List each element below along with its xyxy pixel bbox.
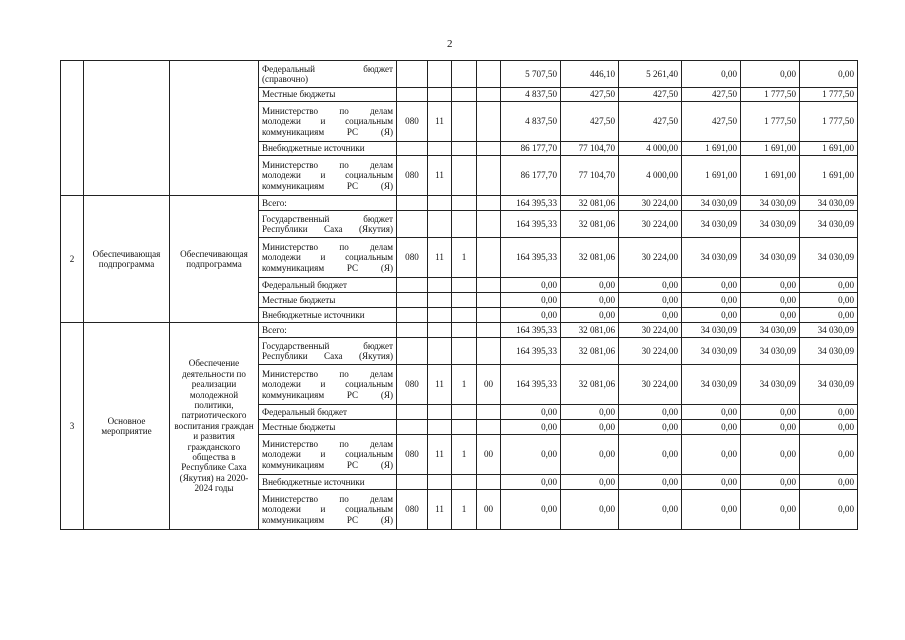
grbs-code-cell: 080	[397, 156, 428, 196]
program-code-cell	[452, 308, 477, 323]
section-code-cell	[428, 61, 452, 88]
year-amount-cell: 4 000,00	[619, 142, 682, 156]
total-amount-cell: 0,00	[501, 475, 561, 490]
year-amount-cell: 0,00	[682, 293, 741, 308]
target-code-cell	[477, 142, 501, 156]
target-code-cell	[477, 156, 501, 196]
year-amount-cell: 0,00	[561, 475, 619, 490]
year-amount-cell: 0,00	[800, 278, 858, 293]
year-amount-cell: 0,00	[561, 308, 619, 323]
section-code-cell	[428, 420, 452, 435]
section-code-cell	[428, 142, 452, 156]
year-amount-cell: 30 224,00	[619, 238, 682, 278]
program-code-cell	[452, 278, 477, 293]
grbs-code-cell	[397, 338, 428, 365]
funding-source-cell: Министерство по делам молодежи и социальным коммуникациям РС (Я)	[259, 238, 397, 278]
funding-source-cell: Всего:	[259, 196, 397, 211]
row-number: 2	[61, 196, 84, 323]
grbs-code-cell	[397, 420, 428, 435]
year-amount-cell: 0,00	[682, 278, 741, 293]
event-name-cell: Обеспечение деятельности по реализации молодежной политики, патриотического воспитания граждан и развития гражданского общества в Республике Саха (Якутия) на 2020-2024 годы	[170, 323, 259, 530]
table-row	[61, 61, 858, 88]
target-code-cell: 00	[477, 435, 501, 475]
total-amount-cell: 164 395,33	[501, 365, 561, 405]
program-code-cell	[452, 61, 477, 88]
grbs-code-cell	[397, 211, 428, 238]
grbs-code-cell	[397, 308, 428, 323]
year-amount-cell: 1 691,00	[741, 156, 800, 196]
year-amount-cell: 0,00	[800, 405, 858, 420]
section-code-cell: 11	[428, 365, 452, 405]
program-code-cell	[452, 405, 477, 420]
year-amount-cell: 0,00	[619, 420, 682, 435]
grbs-code-cell	[397, 61, 428, 88]
section-code-cell	[428, 308, 452, 323]
funding-source-cell: Федеральный бюджет (справочно)	[259, 61, 397, 88]
target-code-cell	[477, 420, 501, 435]
status-cell: Обеспечивающая подпрограмма	[84, 196, 170, 323]
funding-source-cell: Министерство по делам молодежи и социальным коммуникациям РС (Я)	[259, 490, 397, 530]
year-amount-cell: 30 224,00	[619, 323, 682, 338]
target-code-cell	[477, 293, 501, 308]
year-amount-cell: 0,00	[561, 405, 619, 420]
year-amount-cell: 77 104,70	[561, 142, 619, 156]
program-code-cell	[452, 211, 477, 238]
section-code-cell: 11	[428, 102, 452, 142]
total-amount-cell: 0,00	[501, 420, 561, 435]
year-amount-cell: 427,50	[561, 102, 619, 142]
year-amount-cell: 1 691,00	[682, 156, 741, 196]
total-amount-cell: 4 837,50	[501, 102, 561, 142]
grbs-code-cell: 080	[397, 102, 428, 142]
total-amount-cell: 0,00	[501, 278, 561, 293]
year-amount-cell: 0,00	[741, 475, 800, 490]
year-amount-cell: 0,00	[682, 61, 741, 88]
year-amount-cell: 34 030,09	[741, 211, 800, 238]
section-code-cell: 11	[428, 238, 452, 278]
year-amount-cell: 0,00	[561, 435, 619, 475]
total-amount-cell: 0,00	[501, 490, 561, 530]
year-amount-cell: 0,00	[741, 61, 800, 88]
year-amount-cell: 0,00	[800, 435, 858, 475]
program-code-cell: 1	[452, 435, 477, 475]
year-amount-cell: 0,00	[619, 308, 682, 323]
funding-source-cell: Местные бюджеты	[259, 420, 397, 435]
year-amount-cell: 0,00	[561, 420, 619, 435]
year-amount-cell: 32 081,06	[561, 211, 619, 238]
grbs-code-cell: 080	[397, 238, 428, 278]
year-amount-cell: 0,00	[619, 278, 682, 293]
funding-source-cell: Государственный бюджет Республики Саха (Якутия)	[259, 211, 397, 238]
target-code-cell	[477, 405, 501, 420]
program-code-cell	[452, 293, 477, 308]
grbs-code-cell	[397, 278, 428, 293]
year-amount-cell: 0,00	[741, 420, 800, 435]
year-amount-cell: 34 030,09	[682, 211, 741, 238]
grbs-code-cell: 080	[397, 435, 428, 475]
funding-source-cell: Внебюджетные источники	[259, 308, 397, 323]
section-code-cell	[428, 278, 452, 293]
year-amount-cell: 0,00	[561, 278, 619, 293]
table-row	[61, 196, 858, 211]
year-amount-cell: 427,50	[561, 88, 619, 102]
funding-source-cell: Федеральный бюджет	[259, 405, 397, 420]
year-amount-cell: 34 030,09	[800, 196, 858, 211]
funding-source-cell: Министерство по делам молодежи и социальным коммуникациям РС (Я)	[259, 156, 397, 196]
year-amount-cell: 0,00	[619, 490, 682, 530]
table-row	[61, 323, 858, 338]
funding-source-cell: Внебюджетные источники	[259, 475, 397, 490]
year-amount-cell: 34 030,09	[800, 323, 858, 338]
grbs-code-cell: 080	[397, 490, 428, 530]
year-amount-cell: 1 777,50	[741, 102, 800, 142]
year-amount-cell: 1 691,00	[800, 142, 858, 156]
grbs-code-cell	[397, 405, 428, 420]
budget-table	[60, 60, 858, 530]
year-amount-cell: 34 030,09	[800, 238, 858, 278]
year-amount-cell: 34 030,09	[741, 338, 800, 365]
year-amount-cell: 32 081,06	[561, 238, 619, 278]
target-code-cell	[477, 88, 501, 102]
year-amount-cell: 427,50	[619, 102, 682, 142]
status-cell	[84, 61, 170, 196]
target-code-cell	[477, 323, 501, 338]
year-amount-cell: 0,00	[800, 490, 858, 530]
year-amount-cell: 30 224,00	[619, 211, 682, 238]
year-amount-cell: 0,00	[619, 293, 682, 308]
section-code-cell	[428, 323, 452, 338]
year-amount-cell: 77 104,70	[561, 156, 619, 196]
funding-source-cell: Федеральный бюджет	[259, 278, 397, 293]
year-amount-cell: 1 691,00	[741, 142, 800, 156]
program-code-cell	[452, 102, 477, 142]
section-code-cell: 11	[428, 156, 452, 196]
year-amount-cell: 32 081,06	[561, 196, 619, 211]
year-amount-cell: 0,00	[561, 490, 619, 530]
section-code-cell: 11	[428, 490, 452, 530]
year-amount-cell: 0,00	[561, 293, 619, 308]
total-amount-cell: 164 395,33	[501, 338, 561, 365]
target-code-cell	[477, 196, 501, 211]
year-amount-cell: 0,00	[619, 435, 682, 475]
grbs-code-cell	[397, 323, 428, 338]
year-amount-cell: 1 777,50	[800, 88, 858, 102]
year-amount-cell: 30 224,00	[619, 365, 682, 405]
year-amount-cell: 34 030,09	[741, 196, 800, 211]
year-amount-cell: 427,50	[619, 88, 682, 102]
status-cell: Основное мероприятие	[84, 323, 170, 530]
year-amount-cell: 34 030,09	[682, 196, 741, 211]
funding-source-cell: Местные бюджеты	[259, 293, 397, 308]
year-amount-cell: 34 030,09	[800, 211, 858, 238]
event-name-cell	[170, 61, 259, 196]
target-code-cell: 00	[477, 365, 501, 405]
event-name-cell: Обеспечивающая подпрограмма	[170, 196, 259, 323]
total-amount-cell: 0,00	[501, 308, 561, 323]
year-amount-cell: 34 030,09	[741, 238, 800, 278]
year-amount-cell: 427,50	[682, 102, 741, 142]
grbs-code-cell	[397, 88, 428, 102]
target-code-cell	[477, 475, 501, 490]
year-amount-cell: 34 030,09	[741, 365, 800, 405]
year-amount-cell: 0,00	[682, 405, 741, 420]
section-code-cell	[428, 293, 452, 308]
year-amount-cell: 0,00	[741, 308, 800, 323]
funding-source-cell: Местные бюджеты	[259, 88, 397, 102]
program-code-cell	[452, 142, 477, 156]
year-amount-cell: 34 030,09	[741, 323, 800, 338]
section-code-cell	[428, 405, 452, 420]
target-code-cell	[477, 338, 501, 365]
funding-source-cell: Министерство по делам молодежи и социальным коммуникациям РС (Я)	[259, 435, 397, 475]
funding-source-cell: Государственный бюджет Республики Саха (Якутия)	[259, 338, 397, 365]
section-code-cell	[428, 196, 452, 211]
year-amount-cell: 30 224,00	[619, 196, 682, 211]
program-code-cell	[452, 420, 477, 435]
year-amount-cell: 0,00	[682, 475, 741, 490]
year-amount-cell: 0,00	[741, 405, 800, 420]
total-amount-cell: 5 707,50	[501, 61, 561, 88]
grbs-code-cell	[397, 142, 428, 156]
section-code-cell	[428, 88, 452, 102]
year-amount-cell: 0,00	[800, 475, 858, 490]
year-amount-cell: 5 261,40	[619, 61, 682, 88]
year-amount-cell: 0,00	[800, 420, 858, 435]
year-amount-cell: 32 081,06	[561, 323, 619, 338]
year-amount-cell: 34 030,09	[682, 323, 741, 338]
grbs-code-cell	[397, 475, 428, 490]
program-code-cell: 1	[452, 490, 477, 530]
year-amount-cell: 0,00	[741, 278, 800, 293]
total-amount-cell: 164 395,33	[501, 211, 561, 238]
target-code-cell	[477, 278, 501, 293]
funding-source-cell: Министерство по делам молодежи и социальным коммуникациям РС (Я)	[259, 365, 397, 405]
target-code-cell	[477, 238, 501, 278]
year-amount-cell: 0,00	[741, 490, 800, 530]
total-amount-cell: 164 395,33	[501, 323, 561, 338]
year-amount-cell: 0,00	[619, 405, 682, 420]
row-number	[61, 61, 84, 196]
target-code-cell: 00	[477, 490, 501, 530]
year-amount-cell: 32 081,06	[561, 338, 619, 365]
year-amount-cell: 446,10	[561, 61, 619, 88]
year-amount-cell: 0,00	[800, 61, 858, 88]
year-amount-cell: 1 691,00	[800, 156, 858, 196]
total-amount-cell: 164 395,33	[501, 196, 561, 211]
year-amount-cell: 34 030,09	[682, 338, 741, 365]
year-amount-cell: 0,00	[741, 435, 800, 475]
program-code-cell: 1	[452, 365, 477, 405]
program-code-cell	[452, 196, 477, 211]
section-code-cell: 11	[428, 435, 452, 475]
section-code-cell	[428, 211, 452, 238]
funding-source-cell: Внебюджетные источники	[259, 142, 397, 156]
section-code-cell	[428, 338, 452, 365]
year-amount-cell: 34 030,09	[800, 365, 858, 405]
year-amount-cell: 0,00	[682, 308, 741, 323]
program-code-cell	[452, 88, 477, 102]
total-amount-cell: 0,00	[501, 405, 561, 420]
program-code-cell: 1	[452, 238, 477, 278]
program-code-cell	[452, 156, 477, 196]
target-code-cell	[477, 308, 501, 323]
funding-source-cell: Всего:	[259, 323, 397, 338]
target-code-cell	[477, 211, 501, 238]
grbs-code-cell: 080	[397, 365, 428, 405]
funding-source-cell: Министерство по делам молодежи и социальным коммуникациям РС (Я)	[259, 102, 397, 142]
total-amount-cell: 164 395,33	[501, 238, 561, 278]
year-amount-cell: 0,00	[800, 308, 858, 323]
grbs-code-cell	[397, 196, 428, 211]
year-amount-cell: 1 777,50	[741, 88, 800, 102]
year-amount-cell: 427,50	[682, 88, 741, 102]
year-amount-cell: 0,00	[619, 475, 682, 490]
year-amount-cell: 0,00	[682, 435, 741, 475]
year-amount-cell: 34 030,09	[800, 338, 858, 365]
program-code-cell	[452, 475, 477, 490]
row-number: 3	[61, 323, 84, 530]
section-code-cell	[428, 475, 452, 490]
total-amount-cell: 4 837,50	[501, 88, 561, 102]
year-amount-cell: 34 030,09	[682, 238, 741, 278]
grbs-code-cell	[397, 293, 428, 308]
year-amount-cell: 1 691,00	[682, 142, 741, 156]
target-code-cell	[477, 102, 501, 142]
year-amount-cell: 0,00	[682, 490, 741, 530]
year-amount-cell: 32 081,06	[561, 365, 619, 405]
year-amount-cell: 4 000,00	[619, 156, 682, 196]
year-amount-cell: 1 777,50	[800, 102, 858, 142]
program-code-cell	[452, 323, 477, 338]
program-code-cell	[452, 338, 477, 365]
year-amount-cell: 0,00	[800, 293, 858, 308]
year-amount-cell: 34 030,09	[682, 365, 741, 405]
total-amount-cell: 0,00	[501, 435, 561, 475]
total-amount-cell: 86 177,70	[501, 142, 561, 156]
page-number: 2	[447, 38, 453, 50]
year-amount-cell: 0,00	[741, 293, 800, 308]
target-code-cell	[477, 61, 501, 88]
year-amount-cell: 0,00	[682, 420, 741, 435]
year-amount-cell: 30 224,00	[619, 338, 682, 365]
total-amount-cell: 0,00	[501, 293, 561, 308]
total-amount-cell: 86 177,70	[501, 156, 561, 196]
